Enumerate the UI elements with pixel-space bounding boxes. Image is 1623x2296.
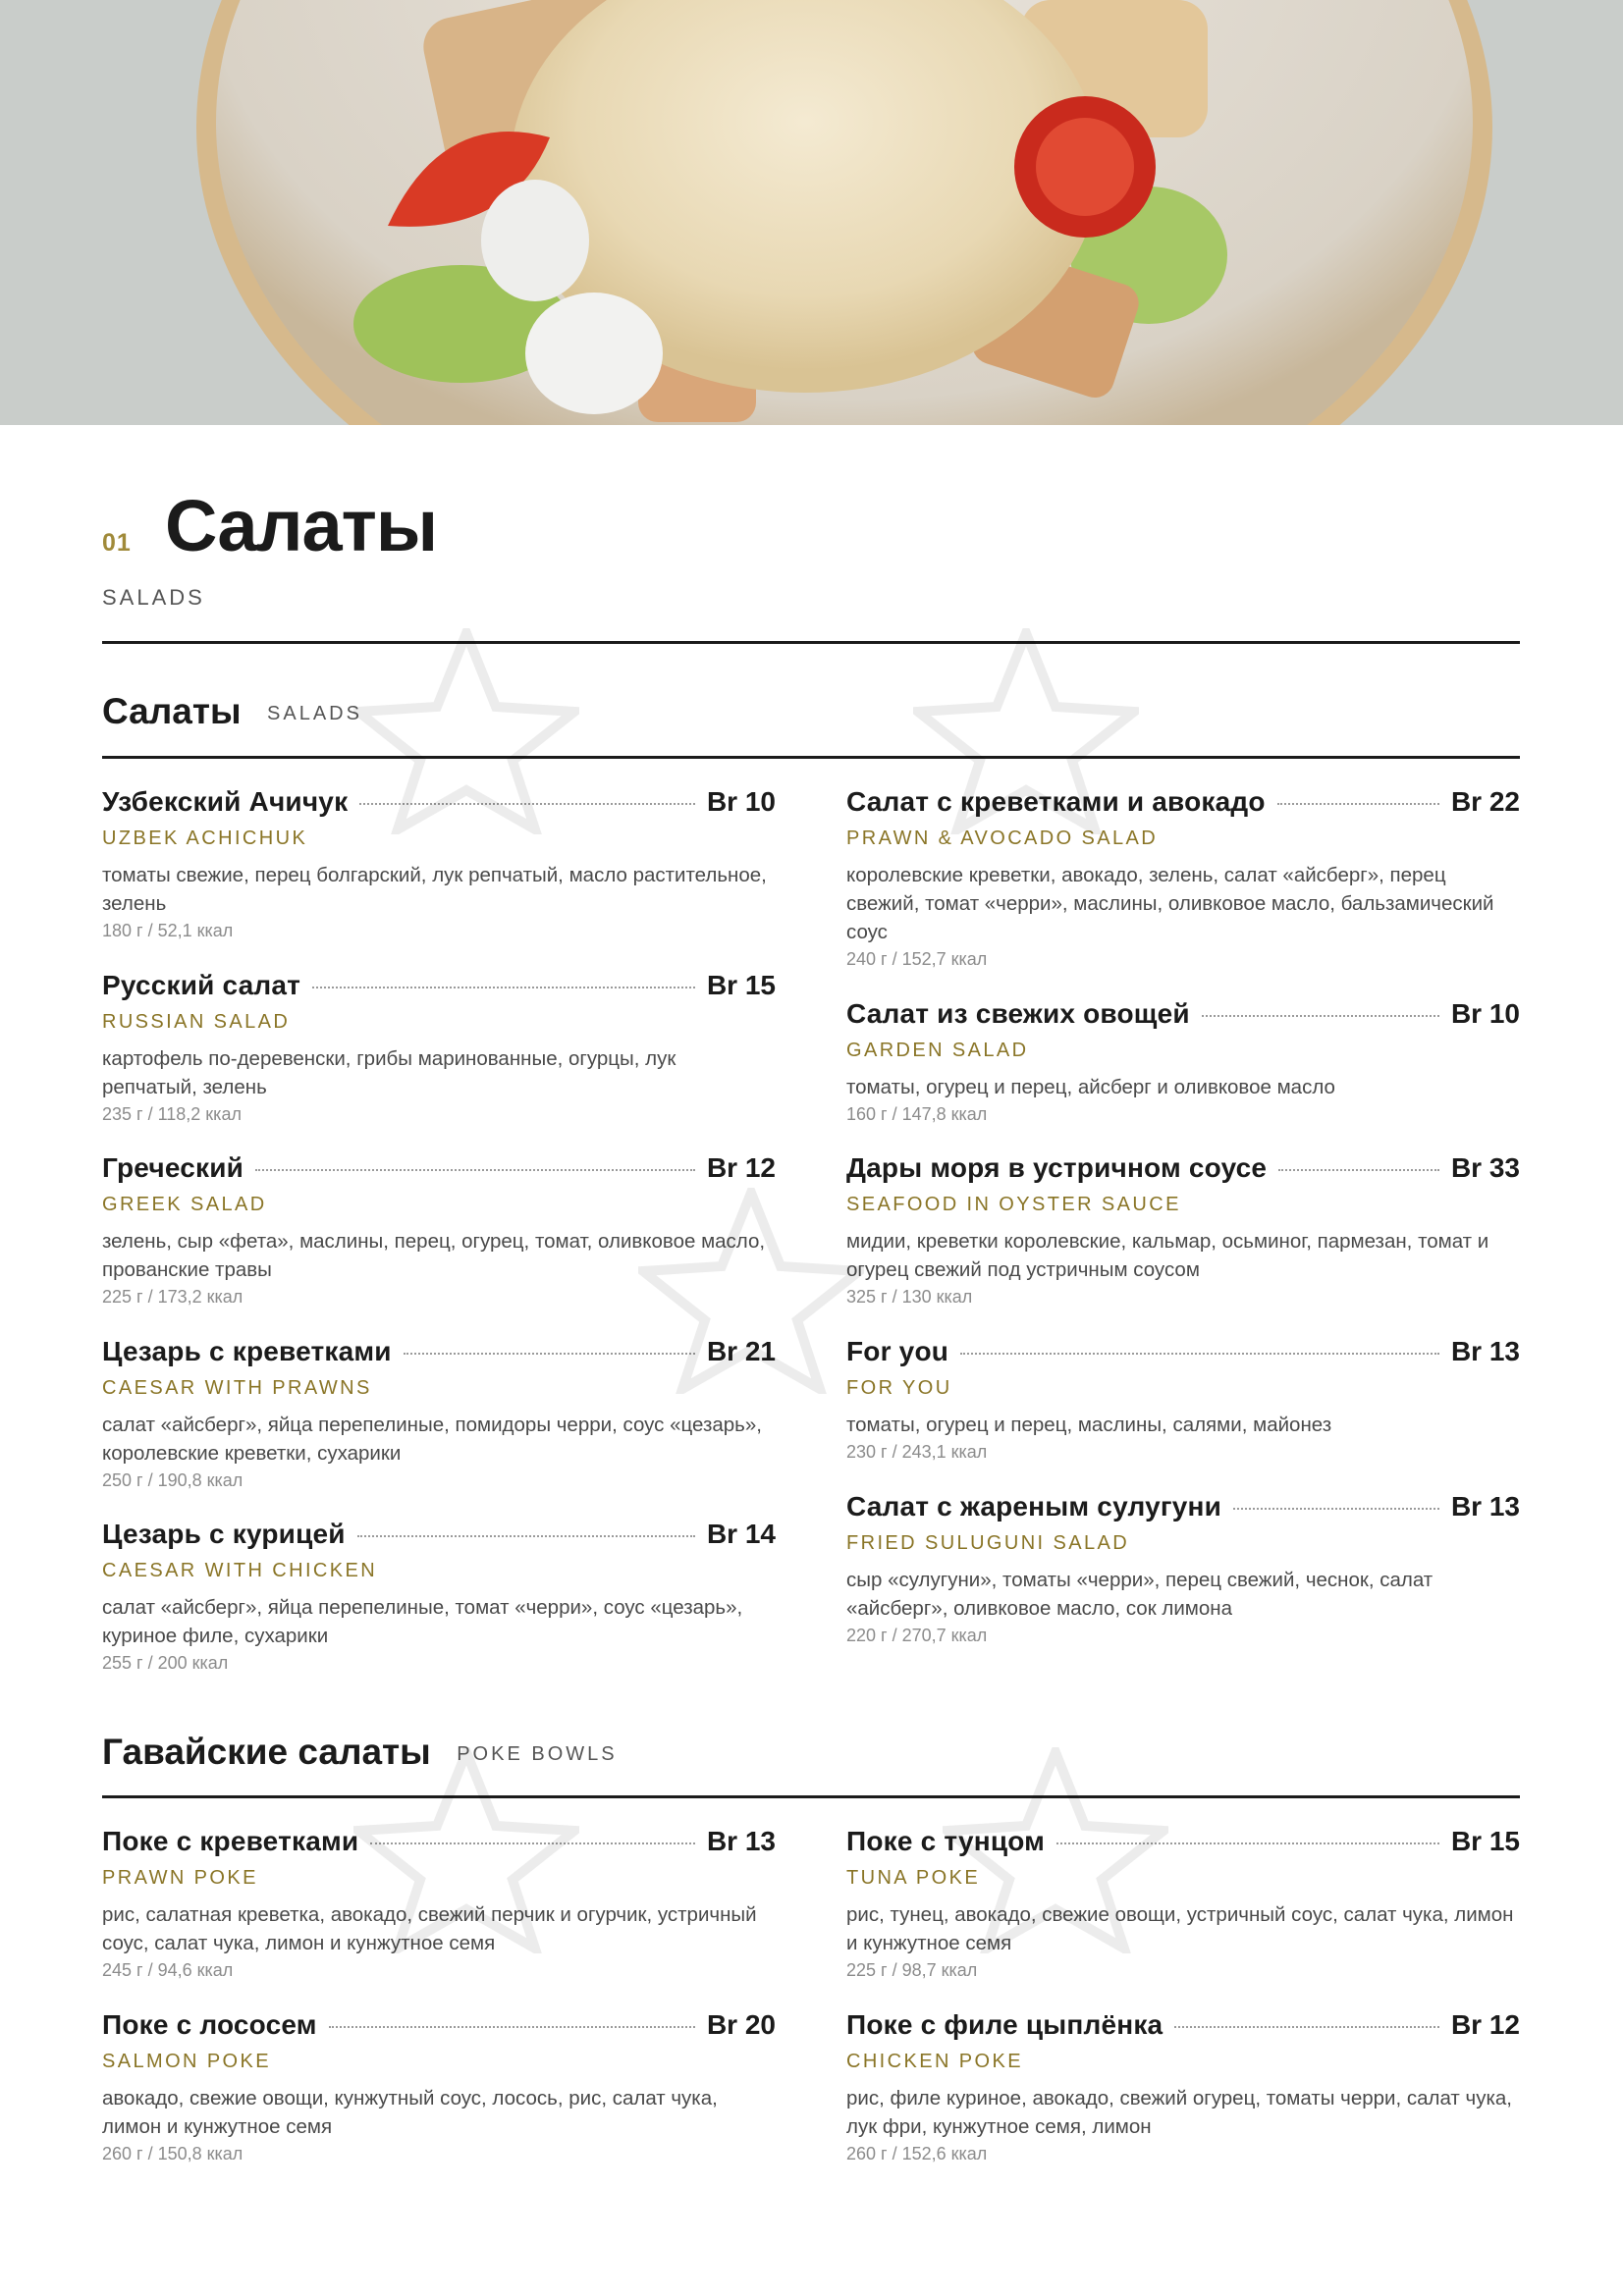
category-subtitle: SALADS	[267, 703, 362, 724]
item-name: Узбекский Ачичук	[102, 786, 349, 817]
leader-dots	[1233, 1508, 1439, 1510]
menu-item	[846, 998, 1520, 1127]
item-weight-calories: 325 г / 130 ккал	[846, 1287, 973, 1307]
item-price: Br 13	[1450, 1491, 1520, 1522]
item-english-name: GARDEN SALAD	[846, 1040, 1029, 1061]
item-english-name: FRIED SULUGUNI SALAD	[846, 1532, 1130, 1554]
item-description: салат «айсберг», яйца перепелиные, томат «черри», соус «цезарь», куриное филе, сухарики	[102, 1596, 743, 1647]
item-name: Салат с креветками и авокадо	[846, 786, 1266, 817]
category-header-poke-bowls	[102, 1732, 1520, 1773]
item-name: Греческий	[102, 1152, 244, 1183]
leader-dots	[1277, 803, 1439, 805]
menu-item	[846, 2009, 1520, 2166]
item-name: Дары моря в устричном соусе	[846, 1152, 1268, 1183]
item-weight-calories: 250 г / 190,8 ккал	[102, 1470, 243, 1490]
section-number: 01	[102, 529, 132, 557]
leader-dots	[960, 1353, 1439, 1355]
item-description: томаты, огурец и перец, айсберг и оливковое масло	[846, 1076, 1335, 1098]
item-price: Br 10	[1450, 998, 1520, 1029]
item-english-name: UZBEK ACHICHUK	[102, 828, 308, 849]
menu-item	[102, 1519, 776, 1676]
item-weight-calories: 255 г / 200 ккал	[102, 1653, 229, 1673]
item-price: Br 12	[1450, 2009, 1520, 2040]
item-english-name: PRAWN POKE	[102, 1867, 258, 1889]
menu-item	[846, 1336, 1520, 1465]
item-name: Поке с лососем	[102, 2009, 317, 2040]
item-weight-calories: 260 г / 150,8 ккал	[102, 2144, 243, 2163]
item-weight-calories: 230 г / 243,1 ккал	[846, 1442, 988, 1462]
category-divider	[102, 1795, 1520, 1798]
leader-dots	[357, 1535, 695, 1537]
item-english-name: CAESAR WITH PRAWNS	[102, 1377, 372, 1399]
section-divider	[102, 641, 1520, 644]
menu-item	[102, 1336, 776, 1493]
menu-item	[102, 786, 776, 943]
item-weight-calories: 180 г / 52,1 ккал	[102, 921, 234, 940]
leader-dots	[359, 803, 695, 805]
item-english-name: SEAFOOD IN OYSTER SAUCE	[846, 1194, 1181, 1215]
item-price: Br 14	[706, 1519, 776, 1549]
item-weight-calories: 245 г / 94,6 ккал	[102, 1960, 234, 1980]
item-english-name: CAESAR WITH CHICKEN	[102, 1560, 378, 1581]
item-weight-calories: 225 г / 173,2 ккал	[102, 1287, 243, 1307]
category-header-salads	[102, 691, 1520, 732]
hero-photo	[0, 0, 1623, 425]
item-description: томаты свежие, перец болгарский, лук репчатый, масло растительное, зелень	[102, 864, 767, 915]
leader-dots	[329, 2026, 695, 2028]
item-price: Br 13	[1450, 1336, 1520, 1366]
leader-dots	[404, 1353, 695, 1355]
item-name: Поке с тунцом	[846, 1826, 1046, 1856]
section-subtitle: SALADS	[102, 585, 205, 610]
menu-item	[846, 786, 1520, 972]
item-name: Русский салат	[102, 970, 301, 1000]
category-title: Салаты	[102, 691, 242, 731]
leader-dots	[370, 1842, 695, 1844]
item-description: рис, салатная креветка, авокадо, свежий перчик и огурчик, устричный соус, салат чука, лимон и кунжутное семя	[102, 1903, 757, 1954]
item-weight-calories: 220 г / 270,7 ккал	[846, 1626, 988, 1645]
item-english-name: FOR YOU	[846, 1377, 952, 1399]
item-price: Br 22	[1450, 786, 1520, 817]
item-name: Цезарь с креветками	[102, 1336, 392, 1366]
leader-dots	[1174, 2026, 1439, 2028]
item-weight-calories: 225 г / 98,7 ккал	[846, 1960, 978, 1980]
item-description: салат «айсберг», яйца перепелиные, помидоры черри, соус «цезарь», королевские креветки, сухарики	[102, 1414, 762, 1465]
leader-dots	[1202, 1015, 1439, 1017]
item-name: Поке с филе цыплёнка	[846, 2009, 1163, 2040]
leader-dots	[1278, 1169, 1439, 1171]
item-price: Br 13	[706, 1826, 776, 1856]
item-weight-calories: 240 г / 152,7 ккал	[846, 949, 988, 969]
category-title: Гавайские салаты	[102, 1732, 431, 1772]
item-english-name: SALMON POKE	[102, 2051, 271, 2072]
category-subtitle: POKE BOWLS	[457, 1743, 618, 1765]
leader-dots	[255, 1169, 695, 1171]
item-description: рис, филе куриное, авокадо, свежий огурец, томаты черри, салат чука, лук фри, кунжутное семя, лимон	[846, 2087, 1512, 2138]
item-description: зелень, сыр «фета», маслины, перец, огурец, томат, оливковое масло, прованские травы	[102, 1230, 766, 1281]
item-english-name: GREEK SALAD	[102, 1194, 267, 1215]
item-english-name: PRAWN & AVOCADO SALAD	[846, 828, 1159, 849]
menu-item	[846, 1491, 1520, 1648]
leader-dots	[1056, 1842, 1439, 1844]
item-weight-calories: 235 г / 118,2 ккал	[102, 1104, 242, 1124]
item-price: Br 15	[1450, 1826, 1520, 1856]
item-description: картофель по-деревенски, грибы маринованные, огурцы, лук репчатый, зелень	[102, 1047, 676, 1098]
item-description: томаты, огурец и перец, маслины, салями, майонез	[846, 1414, 1332, 1436]
menu-item	[846, 1152, 1520, 1309]
item-name: Салат из свежих овощей	[846, 998, 1190, 1029]
item-price: Br 21	[706, 1336, 776, 1366]
item-english-name: TUNA POKE	[846, 1867, 981, 1889]
menu-item	[102, 2009, 776, 2166]
item-weight-calories: 260 г / 152,6 ккал	[846, 2144, 988, 2163]
menu-item	[102, 1152, 776, 1309]
menu-item	[846, 1826, 1520, 1983]
category-divider	[102, 756, 1520, 759]
item-description: мидии, креветки королевские, кальмар, осьминог, пармезан, томат и огурец свежий под устричным соусом	[846, 1230, 1489, 1281]
item-price: Br 33	[1450, 1152, 1520, 1183]
item-price: Br 15	[706, 970, 776, 1000]
item-english-name: RUSSIAN SALAD	[102, 1011, 291, 1033]
item-description: рис, тунец, авокадо, свежие овощи, устричный соус, салат чука, лимон и кунжутное семя	[846, 1903, 1514, 1954]
section-title: Салаты	[165, 485, 438, 566]
item-description: королевские креветки, авокадо, зелень, салат «айсберг», перец свежий, томат «черри», маслины, оливковое масло, бальзамический соус	[846, 864, 1494, 943]
menu-item	[102, 1826, 776, 1983]
item-description: авокадо, свежие овощи, кунжутный соус, лосось, рис, салат чука, лимон и кунжутное семя	[102, 2087, 718, 2138]
item-description: сыр «сулугуни», томаты «черри», перец свежий, чеснок, салат «айсберг», оливковое масло, сок лимона	[846, 1569, 1434, 1620]
item-name: Салат с жареным сулугуни	[846, 1491, 1222, 1522]
menu-item	[102, 970, 776, 1127]
leader-dots	[312, 987, 695, 988]
item-weight-calories: 160 г / 147,8 ккал	[846, 1104, 988, 1124]
item-price: Br 12	[706, 1152, 776, 1183]
item-name: For you	[846, 1336, 949, 1366]
item-price: Br 10	[706, 786, 776, 817]
item-english-name: CHICKEN POKE	[846, 2051, 1023, 2072]
item-name: Цезарь с курицей	[102, 1519, 346, 1549]
item-price: Br 20	[706, 2009, 776, 2040]
item-name: Поке с креветками	[102, 1826, 359, 1856]
